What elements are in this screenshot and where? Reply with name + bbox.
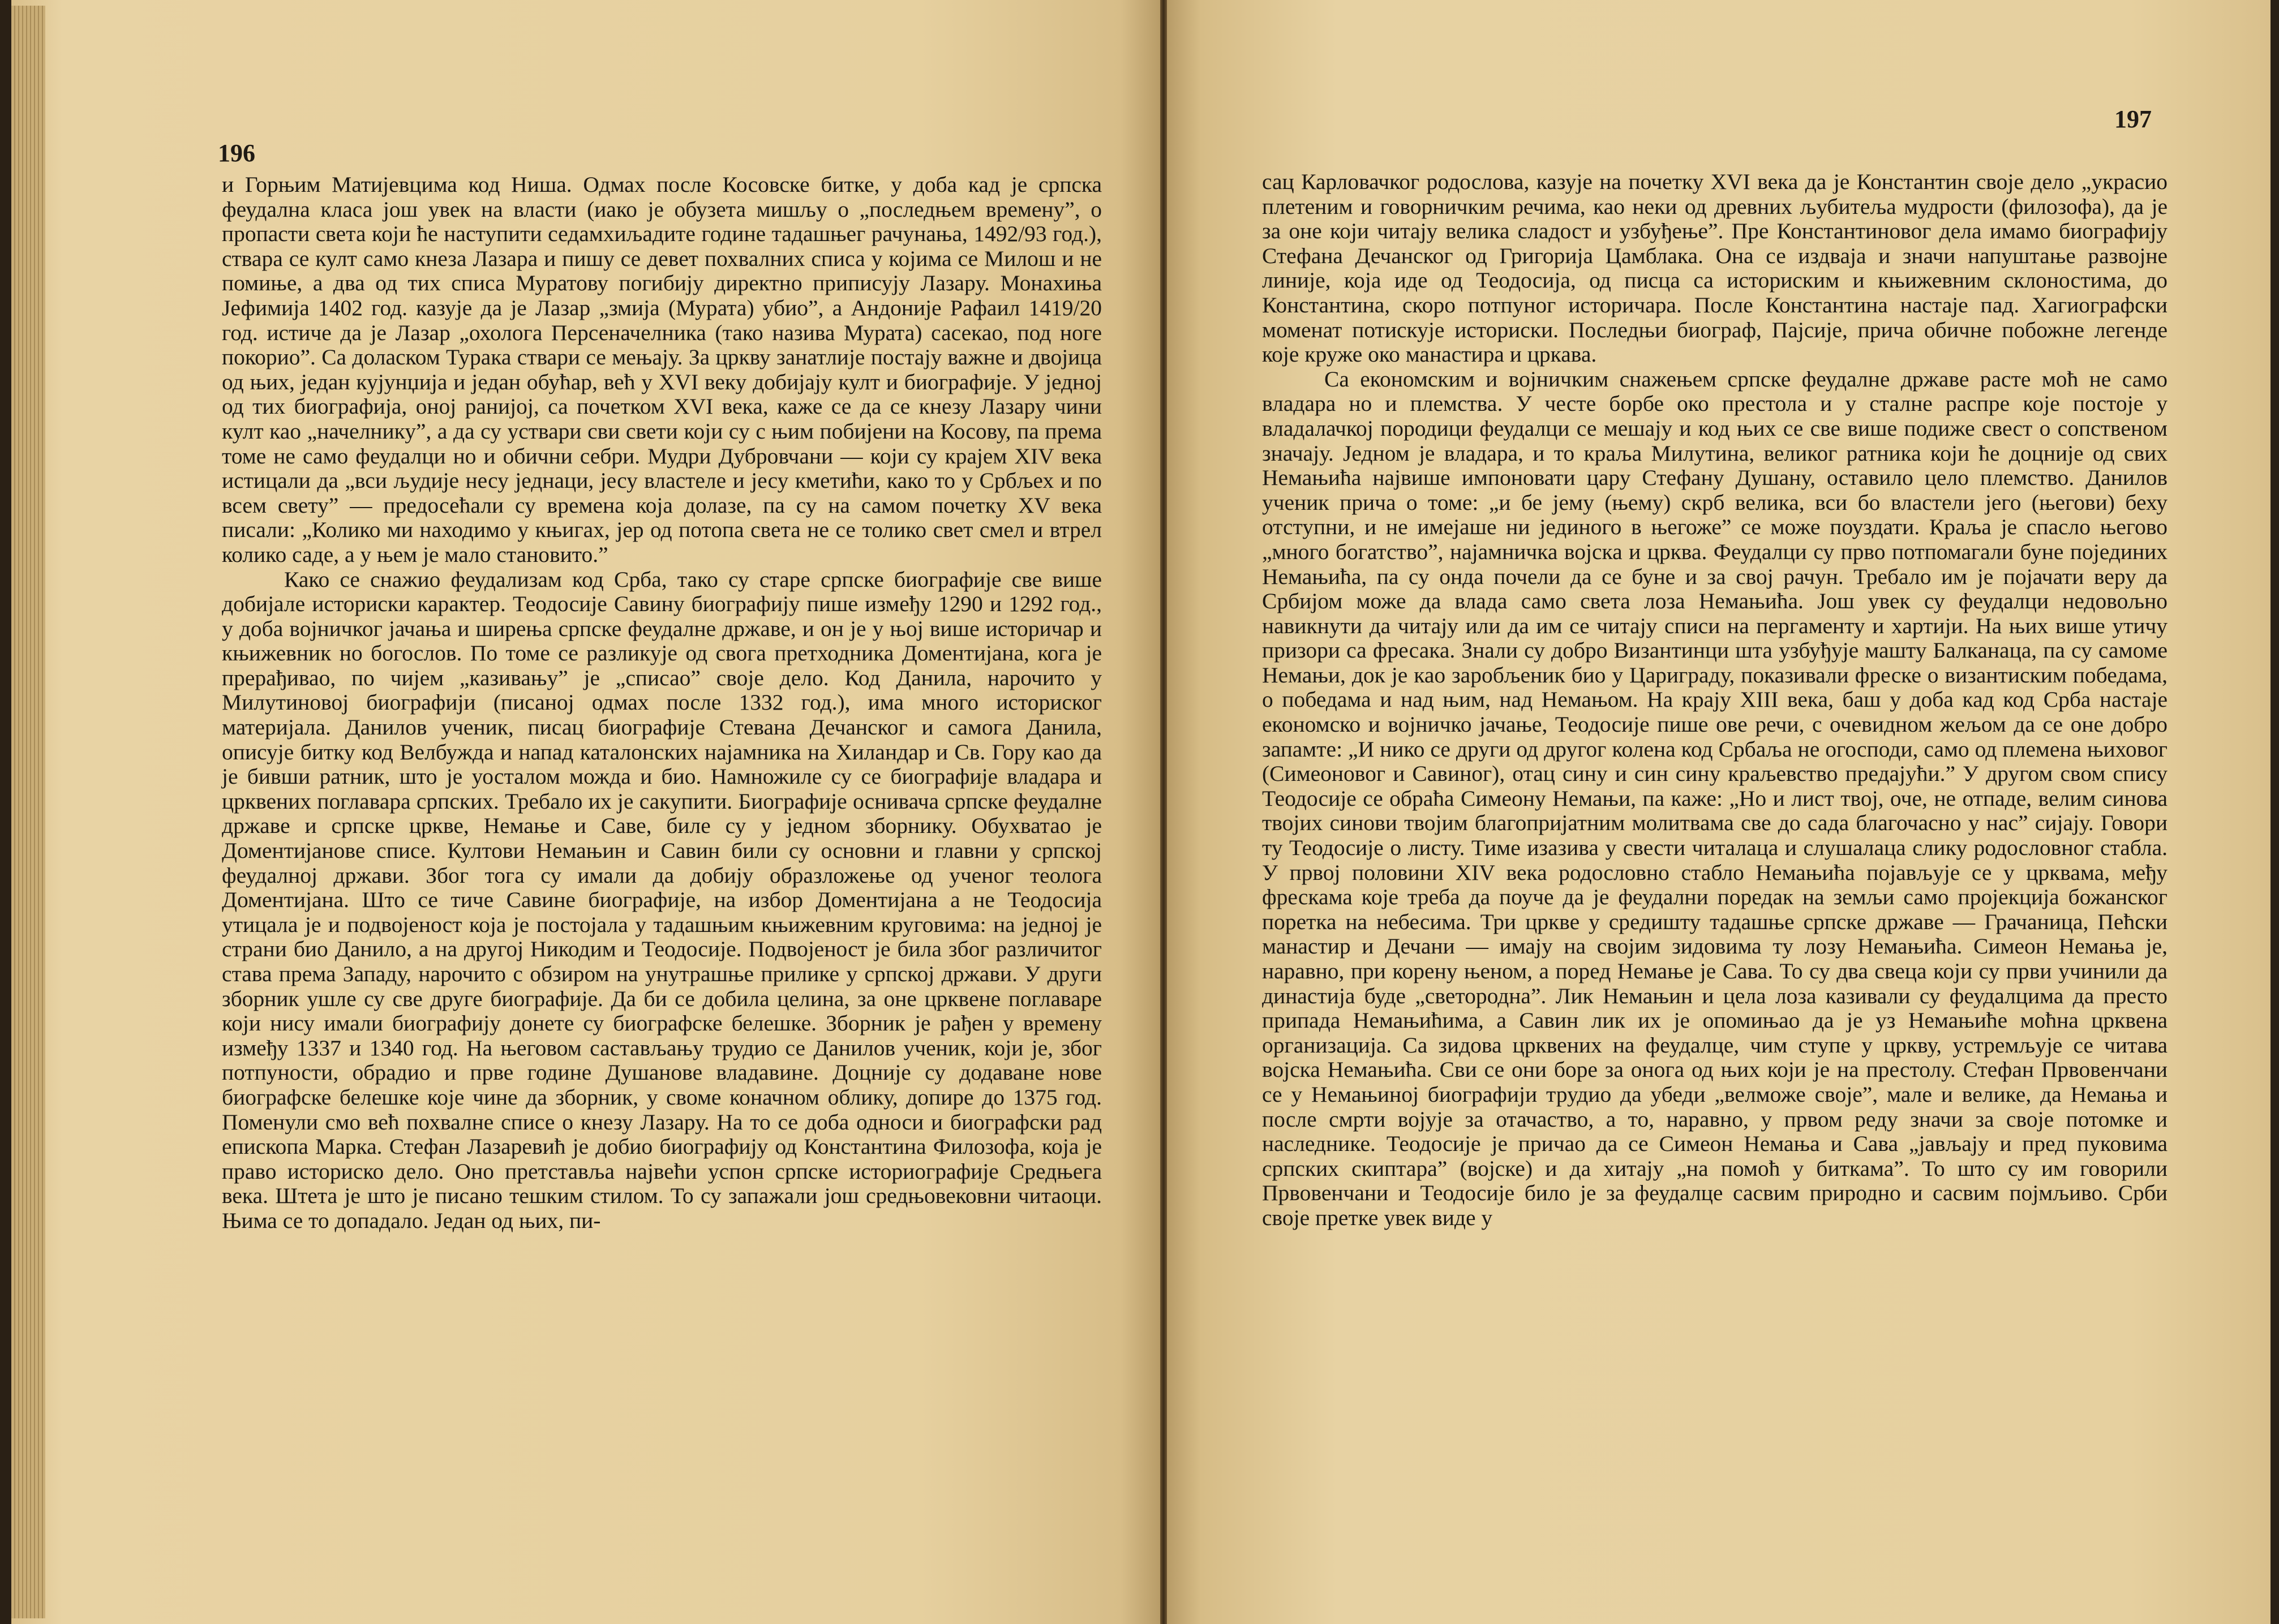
right-page	[1167, 0, 2271, 1624]
paragraph: Са економским и војничким снажењем српске феудалне државе расте моћ не само владара но и племства. У честе борбе око престола и у сталне распре које постоје у владалачкој породици феудалци се мешају и код њих се све више подиже свест о сопственом значају. Једном је владара, и то краља Милутина, великог ратника који ће доцније од свих Немањића највише импоновати цару Стефану Душану, оставило цело племство. Данилов ученик прича о томе: „и бе јему (њему) скрб велика, вси бо властели јего (његови) беху отступни, и не имејаше ни јединого в његоже” се може поуздати. Краља је спасло његово „много богатство”, најамничка војска и црква. Феудалци су прво потпомагали буне појединих Немањића, па су онда почели да се буне и за свој рачун. Требало им је појачати веру да Србијом може да влада само света лоза Немањића. Још увек су феудалци недовољно навикнути да читају или да им се читају списи на пергаменту и хартији. На њих више утичу призори са фресака. Знали су добро Византинци шта узбуђује машту Балканаца, па су самоме Немањи, док је као заробљеник био у Цариграду, показивали фреске о византиским победама, о победама и над њим, над Немањом. На крају XIII века, баш у доба кад код Срба настаје економско и војничко јачање, Теодосије пише ове речи, с очевидном жељом да се оне добро запамте: „И нико се други од другог колена код Србаља не огосподи, само од племена њиховог (Симеоновог и Савиног), отац сину и син сину краљевство предајући.” У другом свом спису Теодосије се обраћа Симеону Немањи, па каже: „Но и лист твој, оче, не отпаде, велим синова твојих синови твојим благопријатним молитвама све до сада благочасно у нас” сијају. Говори ту Теодосије о листу. Тиме изазива у свести читалаца и слушалаца слику родословног стабла. У првој половини XIV века родословно стабло Немањића појављује се у црквама, међу фрескама које треба да поуче да је феудални поредак на земљи само пројекција божанског поретка на небесима. Три цркве у средишту тадашње српске државе — Грачаница, Пећски манастир и Дечани — имају на својим зидовима ту лозу Немањића. Симеон Немања је, наравно, при корену њеном, а поред Немање је Сава. То су два свеца који су први учинили да династија буде „светородна”. Лик Немањин и цела лоза казивали су феудалцима да престо припада Немањићима, а Савин лик их је опомињао да је уз Немањиће моћна црквена организација. Са зидова црквених на феудалце, чим ступе у цркву, устремљује се читава војска Немањића. Сви се они боре за онога од њих који је на престолу. Стефан Првовенчани се у Немањиној биографији трудио да убеди „велможе своје”, мале и велике, да Немања и после смрти војује за отачаство, а то, наравно, у првом реду значи за своје потомке и наследнике. Теодосије је причао да се Симеон Немања и Сава „јављају и пред пуковима српских скиптара” (војске) и да хитају „на помоћ у биткама”. То што су им говорили Првовенчани и Теодосије било је за феудалце сасвим природно и сасвим појмљиво. Срби своје претке увек виде у	[1262, 366, 2168, 1230]
book-gutter	[1160, 0, 1167, 1624]
right-page-text	[1262, 170, 2168, 1231]
left-page-text	[222, 173, 1102, 1234]
page-edge-stack	[11, 6, 45, 1618]
left-page	[11, 0, 1160, 1624]
paragraph: сац Карловачког родослова, казује на почетку XVI века да је Константин своје дело „украсио плетеним и говорничким речима, као неки од древних љубитеља мудрости (филозофа), да је за оне који читају велика сладост и узбуђење”. Пре Константиновог дела имамо биографију Стефана Дечанског од Григорија Цамблака. Она се издваја и значи напуштање развојне линије, која иде од Теодосија, од писца са историским и књижевним склоностима, до Константина, скоро потпуног историчара. После Константина настаје пад. Хагиографски моменат потискује историски. Последњи биограф, Пајсије, прича обичне побожне легенде које круже око манастира и цркава.	[1262, 169, 2168, 367]
page-number-left: 196	[218, 139, 255, 167]
paragraph: и Горњим Матијевцима код Ниша. Одмах после Косовске битке, у доба кад је српска феудална класа још увек на власти (иако је обузета мишљу о „последњем времену”, о пропасти света који ће наступити седамхиљадите године тадашњег рачунања, 1492/93 год.), ствара се култ само кнеза Лазара и пишу се девет похвалних списа у којима се Милош и не помиње, а два од тих списа Муратову погибију директно приписују Лазару. Монахиња Јефимија 1402 год. казује да је Лазар „змија (Мурата) убио”, а Андоније Рафаил 1419/20 год. истиче да је Лазар „охолога Персеначелника (тако назива Мурата) сасекао, под ноге покорио”. Са доласком Турака ствари се мењају. За цркву занатлије постају важне и двојица од њих, један кујунџија и један обућар, већ у XVI веку добијају култ и биографије. У једној од тих биографија, оној ранијој, са почетком XVI века, каже се да се кнезу Лазару чини култ као „начелнику”, а да су уствари сви свети који су с њим побијени на Косову, па према томе не само феудалци но и обични себри. Мудри Дубровчани — који су крајем XIV века истицали да „вси људије несу једнаци, јесу властеле и јесу кметићи, како то у Србљех и по всем свету” — предосећали су времена која долазе, па су на самом почетку XV века писали: „Колико ми находимо у књигах, јер од потопа света не се толико свет смел и втрел колико саде, а у њем је мало становито.”	[222, 172, 1102, 567]
page-number-right: 197	[2114, 105, 2152, 133]
paragraph: Како се снажио феудализам код Срба, тако су старе српске биографије све више добијале историски карактер. Теодосије Савину биографију пише између 1290 и 1292 год., у доба војничког јачања и ширења српске феудалне државе, и он је у њој више историчар и књижевник но богослов. По томе се разликује од свога претходника Доментијана, кога је прерађивао, по чијем „казивању” је „списао” своје дело. Код Данила, нарочито у Милутиновој биографији (писаној одмах после 1332 год.), има много историског материјала. Данилов ученик, писац биографије Стевана Дечанског и самога Данила, описује битку код Велбужда и напад каталонских најамника на Хиландар и Св. Гору као да је бивши ратник, што је уосталом можда и био. Намножиле су се биографије владара и црквених поглавара српских. Требало их је сакупити. Биографије оснивача српске феудалне државе и српске цркве, Немање и Саве, биле су у једном зборнику. Обухватао је Доментијанове списе. Култови Немањин и Савин били су основни и главни у српској феудалној држави. Због тога су имали да добију образложење од ученог теолога Доментијана. Што се тиче Савине биографије, на избор Доментијана а не Теодосија утицала је и подвојеност која је постојала у тадашњим књижевним круговима: на једној је страни био Данило, а на другој Никодим и Теодосије. Подвојеност је била због различитог става према Западу, нарочито с обзиром на унутрашње прилике у српској држави. У други зборник ушле су све друге биографије. Да би се добила целина, за оне црквене поглаваре који нису имали биографију донете су биографске белешке. Зборник је рађен у времену између 1337 и 1340 год. На његовом састављању трудио се Данилов ученик, који је, због потпуности, обрадио и прве године Душанове владавине. Доцније су додаване нове биографске белешке које чине да зборник, у своме коначном облику, допире до 1375 год. Поменули смо већ похвалне списе о кнезу Лазару. На то се доба односи и биографски рад епископа Марка. Стефан Лазаревић је добио биографију од Константина Филозофа, која је право историско дело. Оно претставља највећи успон српске историографије Средњега века. Штета је што је писано тешким стилом. То су запажали још средњовековни читаоци. Њима се то допадало. Један од њих, пи-	[222, 566, 1102, 1233]
